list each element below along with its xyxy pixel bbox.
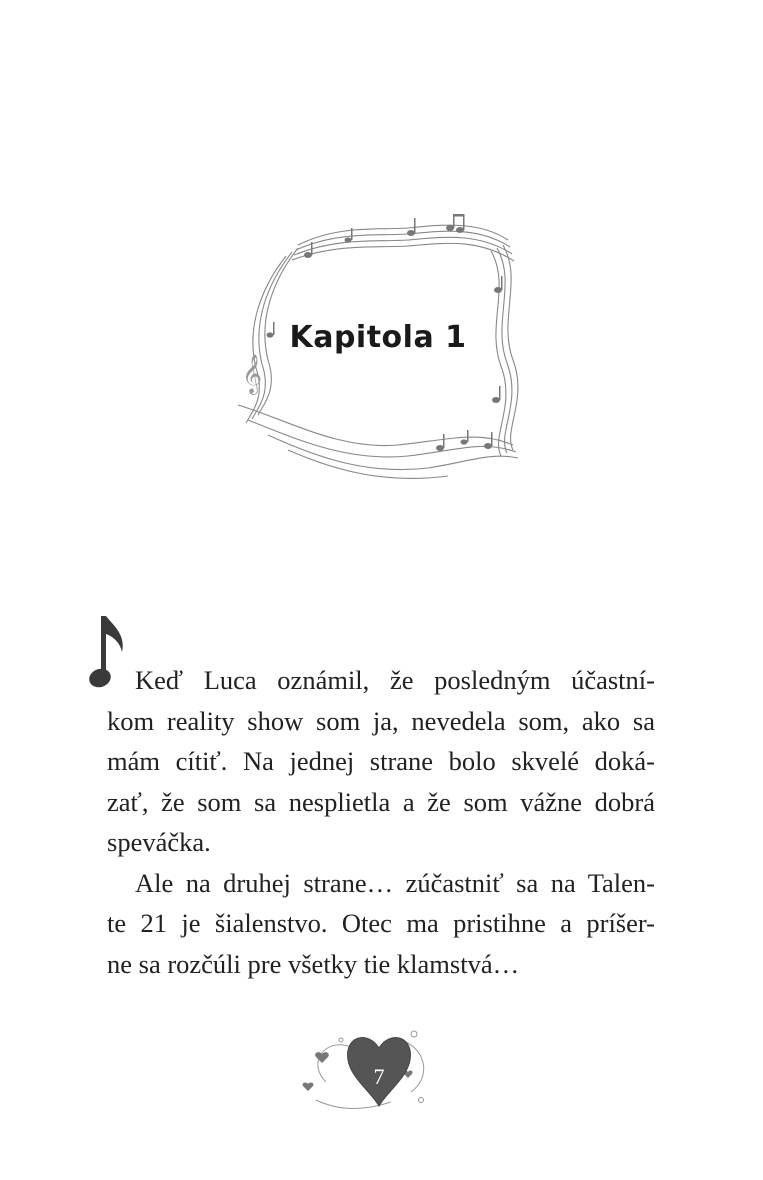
text-line: speváčka.	[107, 827, 211, 857]
text-line: kom reality show som ja, nevedela som, ako sa	[107, 705, 655, 736]
paragraph-1	[107, 660, 655, 863]
page-number: 7	[373, 1064, 385, 1089]
paragraph-2	[107, 863, 655, 985]
chapter-heading-frame	[228, 200, 528, 490]
text-line: Keď Luca oznámil, že posledným účastní-	[135, 665, 655, 695]
page-number-ornament	[296, 1022, 436, 1117]
text-line: ne sa rozčúli pre všetky tie klamstvá…	[107, 948, 520, 979]
text-line: te 21 je šialenstvo. Otec ma pristihne a príšer-	[107, 908, 655, 938]
svg-text:𝄞: 𝄞	[242, 354, 263, 394]
text-line: mám cítiť. Na jednej strane bolo skvelé doká-	[107, 746, 655, 776]
body-text	[107, 660, 655, 984]
text-line: Ale na druhej strane… zúčastniť sa na Talen-	[135, 867, 655, 898]
text-line: zať, že som sa nesplietla a že som vážne dobrá	[107, 786, 655, 817]
chapter-title: Kapitola 1	[289, 320, 467, 355]
